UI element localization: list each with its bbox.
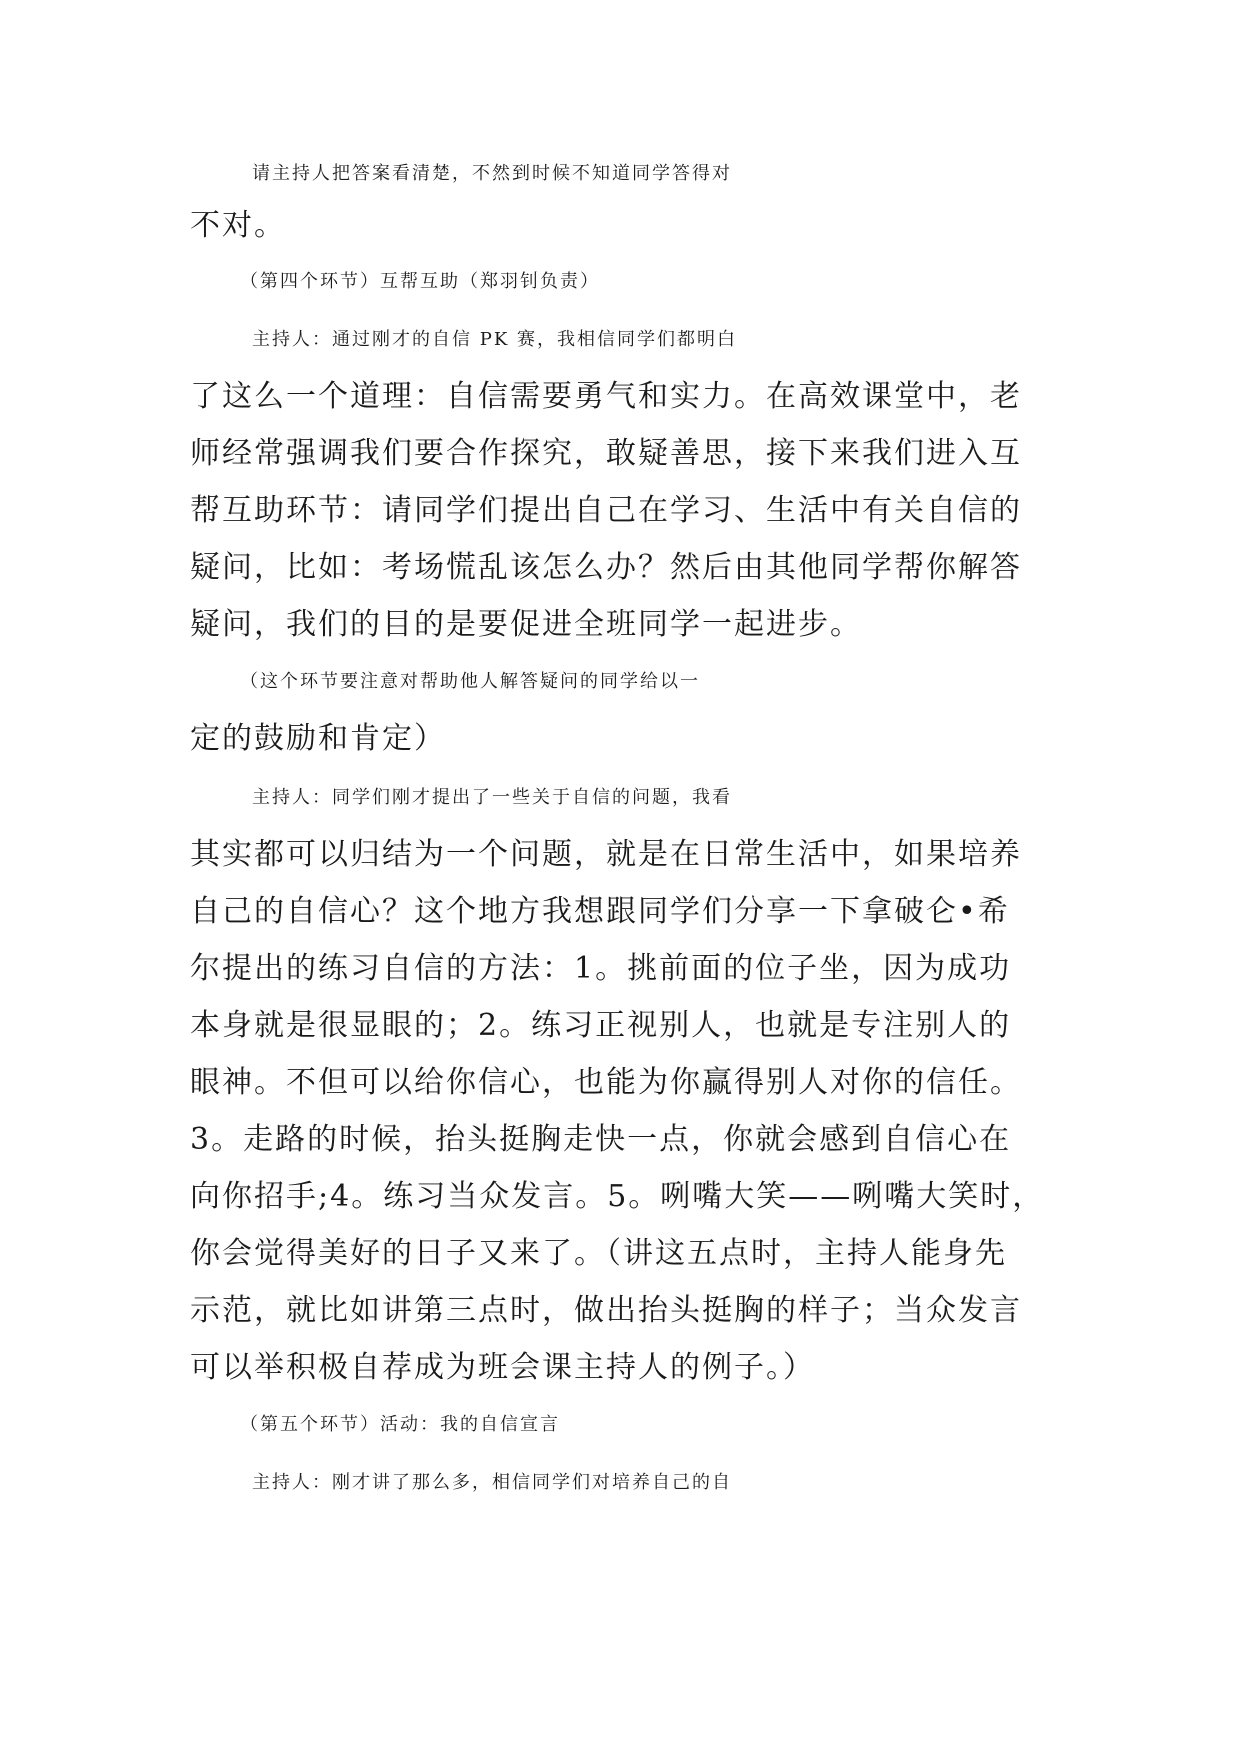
paragraph-line: 师经常强调我们要合作探究，敢疑善思，接下来我们进入互 (190, 436, 1022, 471)
paragraph-line: 你会觉得美好的日子又来了。（讲这五点时，主持人能身先 (190, 1236, 1007, 1271)
paragraph-line: 主持人：刚才讲了那么多，相信同学们对培养自己的自 (252, 1472, 732, 1493)
paragraph-line: 定的鼓励和肯定） (190, 721, 446, 756)
paragraph-line: 可以举积极自荐成为班会课主持人的例子。） (190, 1350, 815, 1385)
section-heading: （第五个环节）活动：我的自信宣言 (240, 1414, 560, 1435)
paragraph-line: 了这么一个道理：自信需要勇气和实力。在高效课堂中，老 (190, 379, 1022, 414)
section-heading: （第四个环节）互帮互助（郑羽钊负责） (240, 271, 600, 292)
paragraph-line: 帮互助环节：请同学们提出自己在学习、生活中有关自信的 (190, 493, 1022, 528)
paragraph-line: 本身就是很显眼的；2。练习正视别人，也就是专注别人的 (190, 1008, 1012, 1043)
paragraph-line: 示范，就比如讲第三点时，做出抬头挺胸的样子；当众发言 (190, 1293, 1022, 1328)
paragraph-line: 主持人：同学们刚才提出了一些关于自信的问题，我看 (252, 787, 732, 808)
paragraph-line: 眼神。不但可以给你信心，也能为你赢得别人对你的信任。 (190, 1065, 1022, 1100)
paragraph-line: 3。走路的时候，抬头挺胸走快一点，你就会感到自信心在 (190, 1122, 1012, 1157)
paragraph-line: 疑问，我们的目的是要促进全班同学一起进步。 (190, 607, 862, 642)
paragraph-line: 疑问，比如：考场慌乱该怎么办？然后由其他同学帮你解答 (190, 550, 1022, 585)
paragraph-line: 自己的自信心？这个地方我想跟同学们分享一下拿破仑•希 (190, 894, 1010, 929)
paragraph-line: 不对。 (190, 208, 286, 243)
paragraph-line: 请主持人把答案看清楚，不然到时候不知道同学答得对 (252, 163, 732, 184)
paragraph-line: 尔提出的练习自信的方法：1。挑前面的位子坐，因为成功 (190, 951, 1012, 986)
paragraph-line: （这个环节要注意对帮助他人解答疑问的同学给以一 (240, 671, 700, 692)
paragraph-line: 其实都可以归结为一个问题，就是在日常生活中，如果培养 (190, 837, 1022, 872)
paragraph-line: 主持人：通过刚才的自信 PK 赛，我相信同学们都明白 (252, 329, 737, 350)
paragraph-line: 向你招手;4。练习当众发言。5。咧嘴大笑——咧嘴大笑时， (190, 1179, 1045, 1214)
